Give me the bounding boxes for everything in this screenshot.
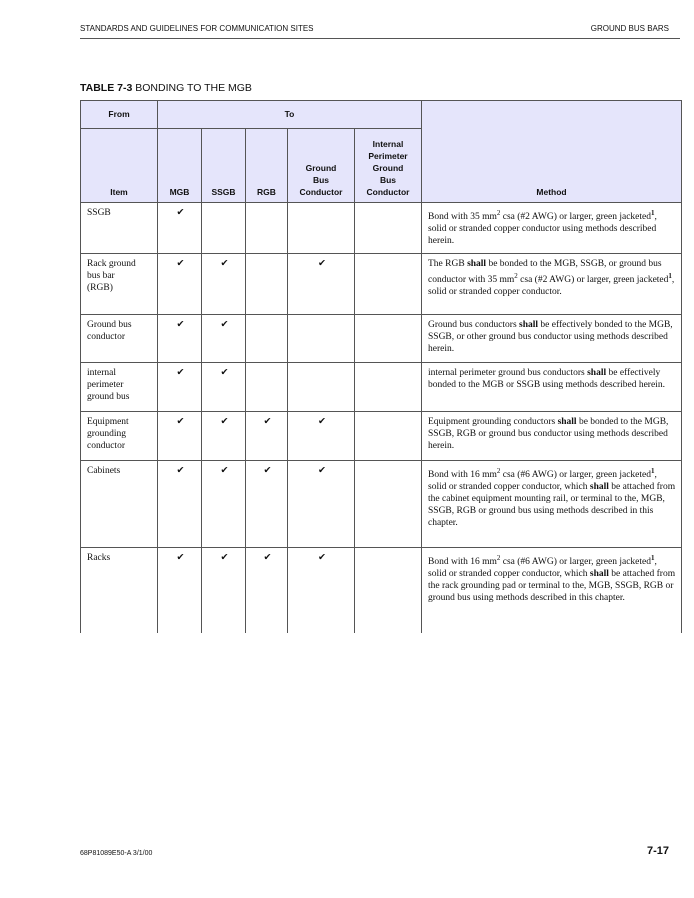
check-rgb: ✔	[246, 412, 288, 461]
item-label-line: Rack ground	[87, 259, 136, 270]
method-cell	[422, 203, 682, 254]
header-gbc-line: Ground	[305, 163, 337, 173]
item-label-line: grounding	[87, 429, 127, 440]
empty-cell	[355, 254, 422, 315]
empty-cell	[288, 203, 355, 254]
header-ipgb-line: Ground	[372, 163, 404, 173]
header-ssgb: SSGB	[202, 129, 246, 203]
empty-cell	[246, 363, 288, 412]
check-mgb: ✔	[158, 203, 202, 254]
header-mgb: MGB	[158, 129, 202, 203]
table-row	[81, 254, 682, 315]
shall-keyword: shall	[589, 569, 609, 580]
method-text: be bonded to the MGB, SSGB, RGB or ground bus conductor using methods described herein.	[428, 417, 669, 452]
empty-cell	[246, 254, 288, 315]
check-ssgb: ✔	[202, 363, 246, 412]
check-ground-bus-conductor: ✔	[288, 412, 355, 461]
empty-cell	[355, 412, 422, 461]
header-rgb: RGB	[246, 129, 288, 203]
item-cell	[81, 461, 158, 548]
empty-cell	[355, 363, 422, 412]
method-text: , solid or stranded copper conductor using methods described herein.	[428, 212, 657, 247]
header-ground-bus-conductor	[288, 129, 355, 203]
check-ground-bus-conductor: ✔	[288, 254, 355, 315]
method-text: Equipment grounding conductors	[428, 417, 558, 428]
item-label-line: Racks	[87, 553, 111, 564]
header-right: GROUND BUS BARS	[590, 24, 669, 33]
header-from: From	[81, 101, 158, 129]
table-row	[81, 315, 682, 363]
table-row	[81, 548, 682, 633]
item-label-line: conductor	[87, 441, 125, 452]
method-cell	[422, 254, 682, 315]
table-row	[81, 461, 682, 548]
footnote-ref: 1	[651, 467, 655, 476]
empty-cell	[355, 203, 422, 254]
method-text: , solid or stranded copper conductor, which	[428, 470, 657, 493]
method-cell	[422, 363, 682, 412]
item-label-line: internal	[87, 368, 117, 379]
item-cell	[81, 363, 158, 412]
header-item: Item	[81, 129, 158, 203]
check-rgb: ✔	[246, 461, 288, 548]
method-cell	[422, 461, 682, 548]
item-cell	[81, 315, 158, 363]
header-gbc-line: Conductor	[299, 187, 343, 197]
check-ground-bus-conductor: ✔	[288, 548, 355, 633]
header-rule	[80, 38, 680, 39]
item-label-line: (RGB)	[87, 283, 113, 294]
item-label-line: conductor	[87, 332, 125, 343]
method-text: The RGB	[428, 259, 468, 270]
method-text: , solid or stranded copper conductor, which	[428, 557, 657, 580]
shall-keyword: shall	[557, 417, 577, 428]
check-rgb: ✔	[246, 548, 288, 633]
method-text: be bonded to the MGB, SSGB, or ground bus conductor with 35 mm	[428, 259, 662, 286]
check-ground-bus-conductor: ✔	[288, 461, 355, 548]
item-label-line: Ground bus	[87, 320, 132, 331]
check-mgb: ✔	[158, 412, 202, 461]
item-label-line: ground bus	[87, 392, 130, 403]
header-method: Method	[422, 101, 682, 203]
method-text: csa (#6 AWG) or larger, green jacketed	[500, 470, 652, 481]
empty-cell	[202, 203, 246, 254]
check-ssgb: ✔	[202, 254, 246, 315]
table-row	[81, 412, 682, 461]
header-gbc-line: Bus	[312, 175, 330, 185]
header-ipgb-line: Bus	[379, 175, 397, 185]
header-ipgb-line: Perimeter	[368, 151, 408, 161]
item-cell	[81, 254, 158, 315]
method-text: Bond with 16 mm	[428, 557, 497, 568]
method-text: csa (#2 AWG) or larger, green jacketed	[517, 275, 669, 286]
caption-title: BONDING TO THE MGB	[135, 82, 252, 94]
method-cell	[422, 548, 682, 633]
method-text: internal perimeter ground bus conductors	[428, 368, 588, 379]
check-mgb: ✔	[158, 254, 202, 315]
empty-cell	[288, 315, 355, 363]
method-text: be attached from the rack grounding pad or terminal to the, MGB, SSGB, RGB or ground bus using methods described in this chapter.	[428, 569, 676, 604]
item-label-line: Equipment	[87, 417, 129, 428]
item-label-line: perimeter	[87, 380, 124, 391]
caption-label: TABLE 7-3	[80, 82, 133, 94]
method-text: be effectively bonded to the MGB, SSGB, or other ground bus conductor using methods described herein.	[428, 320, 673, 355]
check-ssgb: ✔	[202, 315, 246, 363]
check-ssgb: ✔	[202, 548, 246, 633]
item-label-line: SSGB	[87, 208, 111, 218]
method-text: Ground bus conductors	[428, 320, 520, 331]
superscript: 2	[496, 467, 501, 476]
table-row	[81, 363, 682, 412]
header-left: STANDARDS AND GUIDELINES FOR COMMUNICATION SITES	[80, 24, 314, 33]
bonding-table	[80, 100, 682, 633]
empty-cell	[246, 315, 288, 363]
table-row	[81, 203, 682, 254]
superscript: 2	[514, 272, 518, 281]
document-number: 68P81089E50-A 3/1/00	[80, 850, 153, 857]
empty-cell	[355, 548, 422, 633]
check-ssgb: ✔	[202, 461, 246, 548]
method-text: csa (#2 AWG) or larger, green jacketed	[500, 212, 652, 223]
check-mgb: ✔	[158, 363, 202, 412]
method-text: , solid or stranded copper conductor.	[428, 275, 675, 298]
empty-cell	[355, 461, 422, 548]
empty-cell	[288, 363, 355, 412]
method-cell	[422, 315, 682, 363]
header-to: To	[158, 101, 422, 129]
header-ipgb-line: Conductor	[366, 187, 410, 197]
check-ssgb: ✔	[202, 412, 246, 461]
shall-keyword: shall	[519, 320, 539, 331]
method-text: csa (#6 AWG) or larger, green jacketed	[500, 557, 652, 568]
check-mgb: ✔	[158, 461, 202, 548]
footnote-ref: 1	[651, 209, 655, 217]
check-mgb: ✔	[158, 315, 202, 363]
method-text: Bond with 16 mm	[428, 470, 497, 481]
item-label-line: Cabinets	[87, 466, 121, 477]
page-number: 7-17	[646, 845, 669, 857]
item-label-line: bus bar	[87, 271, 115, 282]
running-header	[80, 24, 669, 33]
superscript: 2	[496, 209, 501, 217]
method-text: Bond with 35 mm	[428, 212, 497, 223]
footnote-ref: 1	[651, 554, 655, 563]
item-cell	[81, 203, 158, 254]
check-mgb: ✔	[158, 548, 202, 633]
shall-keyword: shall	[589, 482, 609, 493]
header-ipgb-line: Internal	[372, 139, 404, 149]
header-internal-perimeter-ground-bus-conductor	[355, 129, 422, 203]
shall-keyword: shall	[467, 259, 487, 270]
item-cell	[81, 412, 158, 461]
method-text: be effectively bonded to the MGB or SSGB using methods described herein.	[428, 368, 665, 391]
table-caption	[80, 82, 252, 94]
method-text: be attached from the cabinet equipment mounting rail, or terminal to the, MGB, SSGB, RGB or ground bus using methods described in this chapter.	[428, 482, 676, 529]
method-cell	[422, 412, 682, 461]
superscript: 2	[496, 554, 501, 563]
item-cell	[81, 548, 158, 633]
empty-cell	[355, 315, 422, 363]
footnote-ref: 1	[668, 272, 672, 281]
empty-cell	[246, 203, 288, 254]
shall-keyword: shall	[587, 368, 607, 379]
